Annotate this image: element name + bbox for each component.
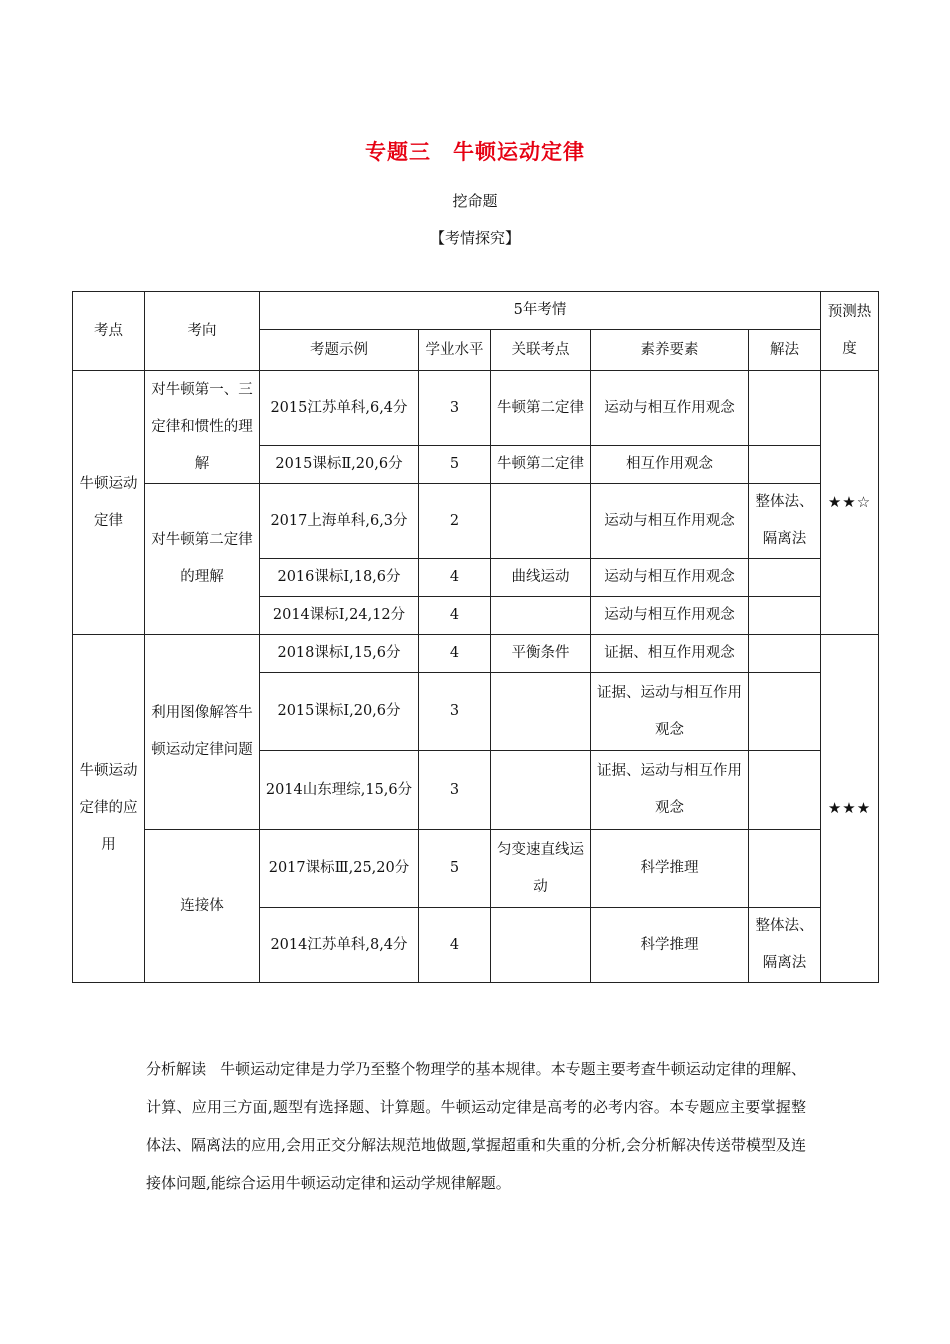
literacy-cell: 证据、相互作用观念 bbox=[591, 635, 749, 673]
header-level: 学业水平 bbox=[419, 330, 491, 371]
level-cell: 3 bbox=[419, 751, 491, 830]
page-title bbox=[0, 136, 950, 166]
method-cell bbox=[749, 830, 821, 908]
level-cell: 3 bbox=[419, 673, 491, 751]
header-example: 考题示例 bbox=[260, 330, 419, 371]
level-cell: 3 bbox=[419, 371, 491, 446]
related-cell bbox=[491, 484, 591, 559]
method-cell bbox=[749, 559, 821, 597]
method-cell: 整体法、隔离法 bbox=[749, 908, 821, 983]
kaoxiang-cell: 对牛顿第二定律的理解 bbox=[145, 484, 260, 635]
literacy-cell: 运动与相互作用观念 bbox=[591, 597, 749, 635]
example-cell: 2015课标Ⅰ,20,6分 bbox=[260, 673, 419, 751]
method-cell bbox=[749, 371, 821, 446]
example-cell: 2014江苏单科,8,4分 bbox=[260, 908, 419, 983]
level-cell: 4 bbox=[419, 559, 491, 597]
level-cell: 2 bbox=[419, 484, 491, 559]
example-cell: 2015江苏单科,6,4分 bbox=[260, 371, 419, 446]
example-cell: 2014课标Ⅰ,24,12分 bbox=[260, 597, 419, 635]
method-cell bbox=[749, 597, 821, 635]
method-cell bbox=[749, 673, 821, 751]
example-cell: 2018课标Ⅰ,15,6分 bbox=[260, 635, 419, 673]
literacy-cell: 运动与相互作用观念 bbox=[591, 559, 749, 597]
method-cell bbox=[749, 635, 821, 673]
method-cell bbox=[749, 751, 821, 830]
section-heading: 【考情探究】 bbox=[429, 229, 520, 247]
related-cell: 牛顿第二定律 bbox=[491, 446, 591, 484]
level-cell: 4 bbox=[419, 908, 491, 983]
level-cell: 5 bbox=[419, 830, 491, 908]
kaodian-cell: 牛顿运动定律 bbox=[73, 371, 145, 635]
literacy-cell: 科学推理 bbox=[591, 830, 749, 908]
related-cell bbox=[491, 597, 591, 635]
example-cell: 2017上海单科,6,3分 bbox=[260, 484, 419, 559]
related-cell: 曲线运动 bbox=[491, 559, 591, 597]
header-related: 关联考点 bbox=[491, 330, 591, 371]
table-row bbox=[73, 371, 879, 446]
kaodian-cell: 牛顿运动定律的应用 bbox=[73, 635, 145, 983]
literacy-cell: 运动与相互作用观念 bbox=[591, 484, 749, 559]
exam-analysis-table bbox=[72, 291, 879, 983]
heat-stars: ★★☆ bbox=[821, 371, 879, 635]
related-cell bbox=[491, 673, 591, 751]
header-literacy: 素养要素 bbox=[591, 330, 749, 371]
analysis-text: 牛顿运动定律是力学乃至整个物理学的基本规律。本专题主要考查牛顿运动定律的理解、计算、应用三方面,题型有选择题、计算题。牛顿运动定律是高考的必考内容。本专题应主要掌握整体法、隔离法的应用,会用正交分解法规范地做题,掌握超重和失重的分析,会分析解决传送带模型及连接体问题,能综合运用牛顿运动定律和运动学规律解题。 bbox=[146, 1060, 806, 1192]
analysis-paragraph bbox=[146, 1050, 806, 1202]
level-cell: 4 bbox=[419, 635, 491, 673]
literacy-cell: 证据、运动与相互作用观念 bbox=[591, 751, 749, 830]
related-cell: 匀变速直线运动 bbox=[491, 830, 591, 908]
header-method: 解法 bbox=[749, 330, 821, 371]
literacy-cell: 证据、运动与相互作用观念 bbox=[591, 673, 749, 751]
title-part2: 牛顿运动定律 bbox=[453, 140, 585, 164]
level-cell: 4 bbox=[419, 597, 491, 635]
related-cell bbox=[491, 751, 591, 830]
header-five-year: 5年考情 bbox=[260, 292, 821, 330]
subtitle: 挖命题 bbox=[452, 192, 498, 210]
example-cell: 2016课标Ⅰ,18,6分 bbox=[260, 559, 419, 597]
header-kaoxiang: 考向 bbox=[145, 292, 260, 371]
example-cell: 2014山东理综,15,6分 bbox=[260, 751, 419, 830]
method-cell: 整体法、隔离法 bbox=[749, 484, 821, 559]
kaoxiang-cell: 连接体 bbox=[145, 830, 260, 983]
example-cell: 2017课标Ⅲ,25,20分 bbox=[260, 830, 419, 908]
literacy-cell: 相互作用观念 bbox=[591, 446, 749, 484]
table-row bbox=[73, 830, 879, 908]
literacy-cell: 科学推理 bbox=[591, 908, 749, 983]
analysis-label: 分析解读 bbox=[146, 1060, 207, 1078]
title-part1: 专题三 bbox=[365, 140, 431, 164]
literacy-cell: 运动与相互作用观念 bbox=[591, 371, 749, 446]
kaoxiang-cell: 利用图像解答牛顿运动定律问题 bbox=[145, 635, 260, 830]
header-kaodian: 考点 bbox=[73, 292, 145, 371]
heat-stars: ★★★ bbox=[821, 635, 879, 983]
example-cell: 2015课标Ⅱ,20,6分 bbox=[260, 446, 419, 484]
related-cell bbox=[491, 908, 591, 983]
table-row bbox=[73, 484, 879, 559]
kaoxiang-cell: 对牛顿第一、三定律和惯性的理解 bbox=[145, 371, 260, 484]
related-cell: 牛顿第二定律 bbox=[491, 371, 591, 446]
table-row bbox=[73, 635, 879, 673]
header-forecast: 预测热度 bbox=[821, 292, 879, 371]
method-cell bbox=[749, 446, 821, 484]
level-cell: 5 bbox=[419, 446, 491, 484]
related-cell: 平衡条件 bbox=[491, 635, 591, 673]
